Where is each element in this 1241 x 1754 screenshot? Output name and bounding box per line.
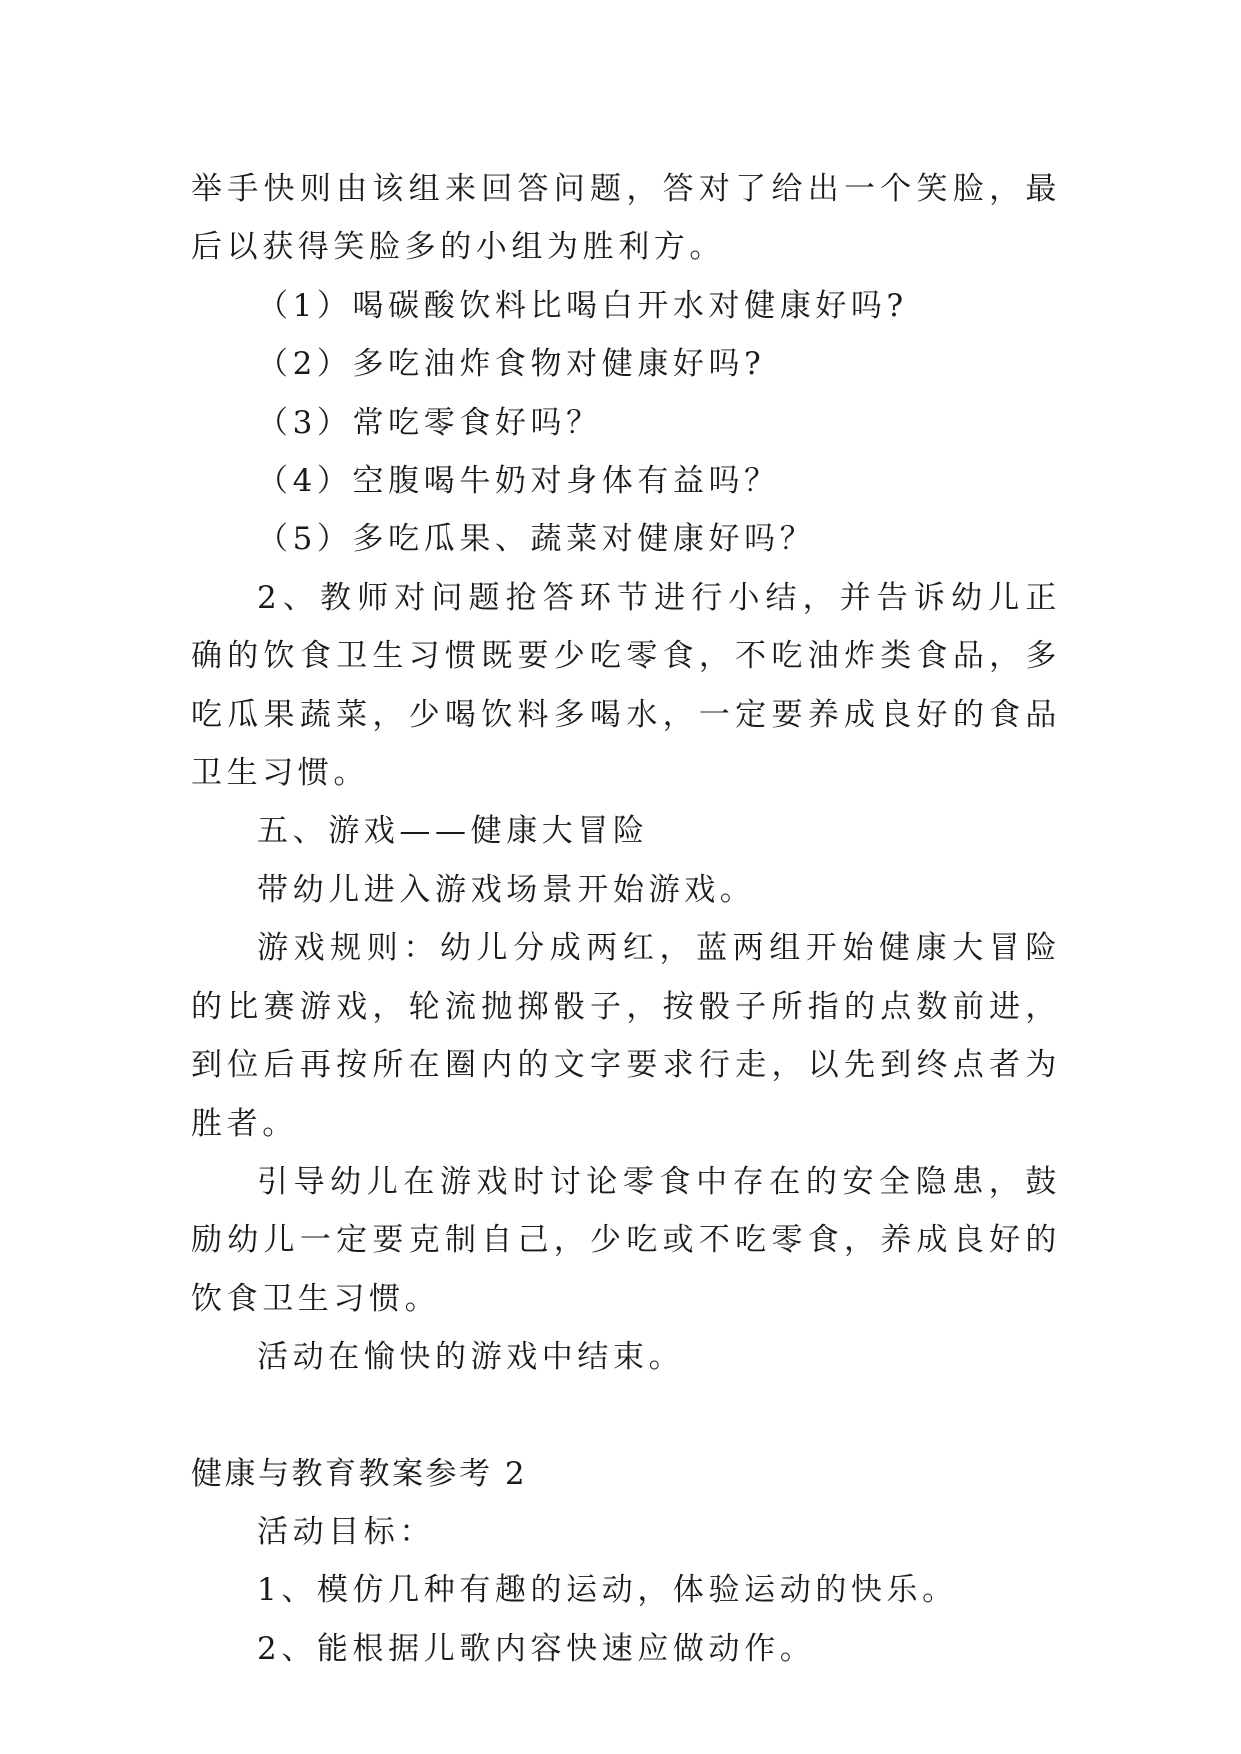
paragraph: 2、教师对问题抢答环节进行小结，并告诉幼儿正确的饮食卫生习惯既要少吃零食，不吃油炸类食品，多吃瓜果蔬菜，少喝饮料多喝水，一定要养成良好的食品卫生习惯。	[191, 579, 1061, 792]
paragraph: 带幼儿进入游戏场景开始游戏。	[257, 871, 756, 908]
section-subheading: 五、游戏——健康大冒险	[257, 813, 649, 850]
paragraph: 游戏规则：幼儿分成两红，蓝两组开始健康大冒险的比赛游戏，轮流抛掷骰子，按骰子所指的点数前进，到位后再按所在圈内的文字要求行走，以先到终点者为胜者。	[191, 930, 1061, 1142]
paragraph: 活动在愉快的游戏中结束。	[257, 1339, 685, 1376]
paragraph: 举手快则由该组来回答问题，答对了给出一个笑脸，最后以获得笑脸多的小组为胜利方。	[191, 171, 1061, 266]
section-gap	[191, 1387, 1061, 1445]
document-page	[191, 160, 1061, 1678]
question-item: （3）常吃零食好吗？	[257, 404, 602, 441]
question-item: （5）多吃瓜果、蔬菜对健康好吗？	[257, 521, 816, 558]
list-item: 1、模仿几种有趣的运动，体验运动的快乐。	[257, 1572, 958, 1609]
paragraph: 引导幼儿在游戏时讨论零食中存在的安全隐患，鼓励幼儿一定要克制自己，少吃或不吃零食，养成良好的饮食卫生习惯。	[191, 1163, 1061, 1317]
question-item: （2）多吃油炸食物对健康好吗?	[257, 346, 766, 383]
list-item: 2、能根据儿歌内容快速应做动作。	[257, 1630, 816, 1667]
question-item: （4）空腹喝牛奶对身体有益吗？	[257, 463, 780, 500]
section-heading: 健康与教育教案参考 2	[191, 1455, 528, 1492]
question-item: （1）喝碳酸饮料比喝白开水对健康好吗?	[257, 287, 908, 324]
paragraph: 活动目标：	[257, 1513, 435, 1550]
